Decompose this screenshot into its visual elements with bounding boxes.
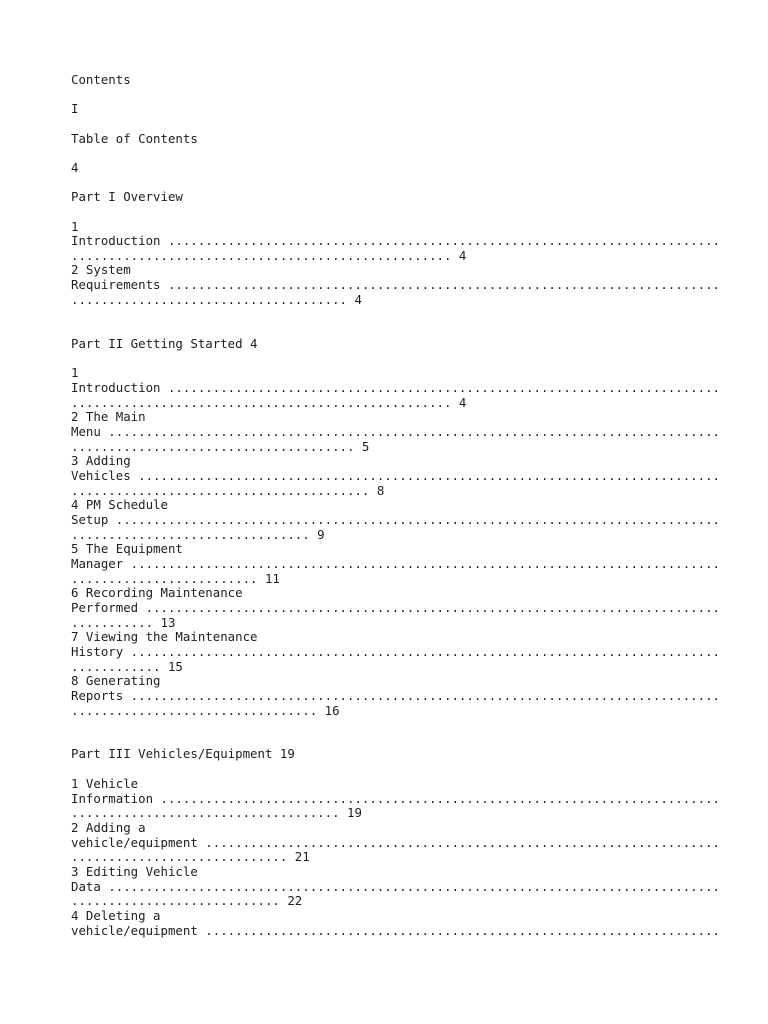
toc-line: ................................. 16 [71,703,340,718]
toc-line: Data .................................................................................. [71,879,721,894]
toc-line: 1 [71,219,79,234]
toc-line: ................................ 9 [71,527,325,542]
toc-line: ............ 15 [71,659,183,674]
toc-line: 2 The Main [71,409,146,424]
toc-line: 1 Vehicle [71,776,139,791]
toc-line: 6 Recording Maintenance [71,585,243,600]
toc-line: 2 System [71,262,131,277]
toc-line: 1 [71,365,79,380]
toc-line: ............................. 21 [71,849,310,864]
toc-line: .................................... 19 [71,805,362,820]
toc-line: Vehicles .............................................................................. [71,468,721,483]
toc-line: ..................................... 4 [71,292,362,307]
toc-line: Manager ............................................................................... [71,556,721,571]
contents-heading: Contents [71,72,131,87]
roman-page-number: I [71,101,79,116]
toc-line: 3 Adding [71,453,131,468]
toc-line: ......................... 11 [71,571,280,586]
toc-title: Table of Contents [71,131,198,146]
toc-line: Menu .................................................................................. [71,424,721,439]
part-heading: Part I Overview [71,189,183,204]
toc-line: ........................................ 8 [71,483,385,498]
toc-line: History ............................................................................... [71,644,721,659]
toc-page-number: 4 [71,160,79,175]
toc-line: Introduction .......................................................................... [71,233,721,248]
toc-line: Requirements .......................................................................... [71,277,721,292]
toc-line: 8 Generating [71,673,161,688]
part-heading: Part III Vehicles/Equipment 19 [71,746,295,761]
toc-line: vehicle/equipment ..................................................................... [71,923,721,938]
toc-line: Setup ................................................................................. [71,512,721,527]
toc-line: ............................ 22 [71,893,303,908]
toc-line: 3 Editing Vehicle [71,864,198,879]
part-heading: Part II Getting Started 4 [71,336,258,351]
toc-line: ........... 13 [71,615,176,630]
toc-line: vehicle/equipment ..................................................................... [71,835,721,850]
toc-line: Introduction .......................................................................... [71,380,721,395]
toc-line: ................................................... 4 [71,248,467,263]
toc-line: 2 Adding a [71,820,146,835]
toc-line: 4 Deleting a [71,908,161,923]
toc-line: Performed ............................................................................. [71,600,721,615]
toc-line: Information ........................................................................... [71,791,721,806]
toc-line: 4 PM Schedule [71,497,168,512]
toc-line: ...................................... 5 [71,439,370,454]
toc-line: ................................................... 4 [71,395,467,410]
toc-line: 5 The Equipment [71,541,183,556]
toc-line: Reports ............................................................................... [71,688,721,703]
toc-line: 7 Viewing the Maintenance [71,629,258,644]
